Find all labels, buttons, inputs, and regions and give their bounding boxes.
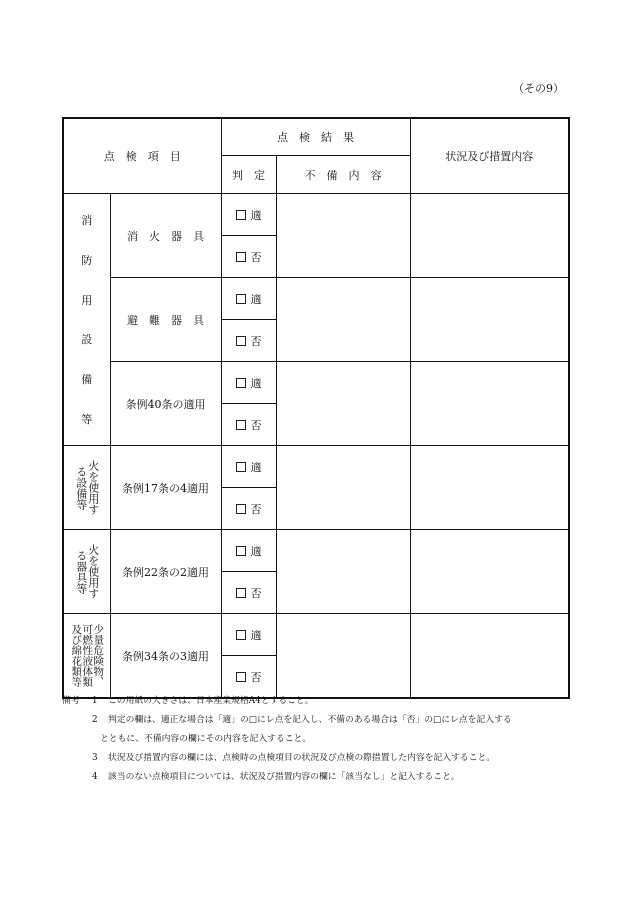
item-ordinance-22-2: 条例22条の2適用 xyxy=(110,530,221,614)
defect-cell[interactable] xyxy=(276,362,410,446)
header-inspection-items: 点 検 項 目 xyxy=(63,118,221,194)
header-inspection-result: 点 検 結 果 xyxy=(221,118,410,156)
status-cell[interactable] xyxy=(410,278,569,362)
judge-ng-checkbox[interactable]: 否 xyxy=(221,236,276,278)
page-number: （その9） xyxy=(513,82,564,95)
status-cell[interactable] xyxy=(410,614,569,699)
inspection-table xyxy=(62,117,570,699)
notes-label: 備考 xyxy=(62,696,80,706)
judge-ok-checkbox[interactable]: 適 xyxy=(221,362,276,404)
note-item: 2 判定の欄は、適正な場合は「適」の□にレ点を記入し、不備のある場合は「否」の□にレ点を記入する とともに、不備内容の欄にその内容を記入すること。 xyxy=(92,715,512,744)
category-fire-equipment: 消 防 用 設 備 等 xyxy=(63,194,110,446)
note-item: 3 状況及び措置内容の欄には、点検時の点検項目の状況及び点検の際措置した内容を記入すること。 xyxy=(92,753,496,763)
category-fire-use-equipment: 火を使用す る設備等 xyxy=(63,446,110,530)
item-ordinance-40: 条例40条の適用 xyxy=(110,362,221,446)
judge-ng-checkbox[interactable]: 否 xyxy=(221,320,276,362)
header-judgment: 判 定 xyxy=(221,156,276,194)
judge-ok-checkbox[interactable]: 適 xyxy=(221,278,276,320)
item-ordinance-17-4: 条例17条の4適用 xyxy=(110,446,221,530)
header-defect-details: 不 備 内 容 xyxy=(276,156,410,194)
status-cell[interactable] xyxy=(410,530,569,614)
judge-ng-checkbox[interactable]: 否 xyxy=(221,572,276,614)
judge-ok-checkbox[interactable]: 適 xyxy=(221,194,276,236)
defect-cell[interactable] xyxy=(276,446,410,530)
judge-ng-checkbox[interactable]: 否 xyxy=(221,404,276,446)
status-cell[interactable] xyxy=(410,194,569,278)
item-ordinance-34-3: 条例34条の3適用 xyxy=(110,614,221,699)
category-small-hazardous-materials: 少量危険物、 可燃性液体類 及び綿花類等 xyxy=(63,614,110,699)
notes-section xyxy=(62,692,582,787)
judge-ok-checkbox[interactable]: 適 xyxy=(221,614,276,656)
item-evacuation-equipment: 避 難 器 具 xyxy=(110,278,221,362)
judge-ok-checkbox[interactable]: 適 xyxy=(221,446,276,488)
judge-ng-checkbox[interactable]: 否 xyxy=(221,488,276,530)
judge-ng-checkbox[interactable]: 否 xyxy=(221,656,276,699)
judge-ok-checkbox[interactable]: 適 xyxy=(221,530,276,572)
header-status-measures: 状況及び措置内容 xyxy=(410,118,569,194)
defect-cell[interactable] xyxy=(276,194,410,278)
defect-cell[interactable] xyxy=(276,278,410,362)
note-item: 備考 1 この用紙の大きさは、日本産業規格A4とすること。 xyxy=(62,692,582,711)
item-fire-extinguishers: 消 火 器 具 xyxy=(110,194,221,278)
category-fire-use-appliances: 火を使用す る器具等 xyxy=(63,530,110,614)
note-item: 4 該当のない点検項目については、状況及び措置内容の欄に「該当なし」と記入すること。 xyxy=(92,772,460,782)
status-cell[interactable] xyxy=(410,446,569,530)
status-cell[interactable] xyxy=(410,362,569,446)
defect-cell[interactable] xyxy=(276,614,410,699)
defect-cell[interactable] xyxy=(276,530,410,614)
